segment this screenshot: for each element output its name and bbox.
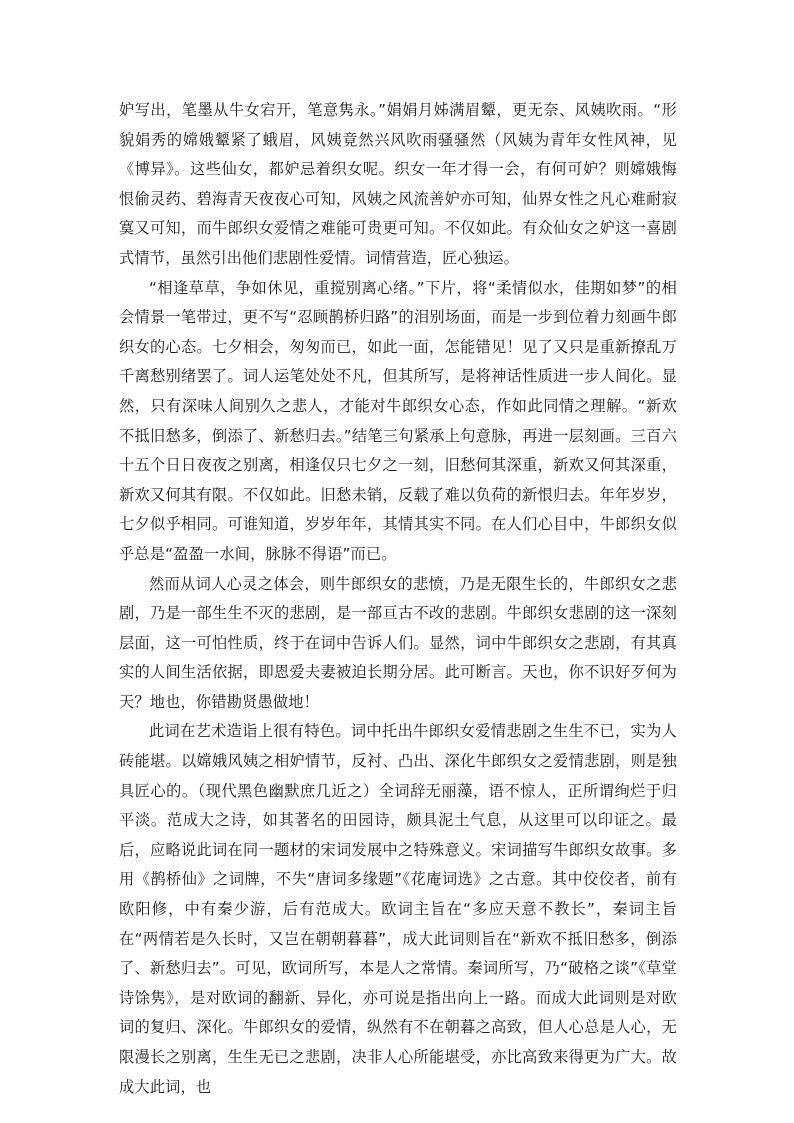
paragraph-2: “相逢草草，争如休见，重搅别离心绪。”下片，将“柔情似水，佳期如梦”的相会情景一笔带过，更不写“忍顾鹊桥归路”的泪别场面，而是一步到位着力刻画牛郎织女的心态。七夕相会，匆匆而已，如此一面，怎能错见！见了又只是重新撩乱万千离愁别绪罢了。词人运笔处处不凡，但其所写，是将神话性质进一步人间化。显然，只有深味人间别久之悲人，才能对牛郎织女心态，作如此同情之理解。“新欢不抵旧愁多，倒添了、新愁归去。”结笔三句紧承上句意脉，再进一层刻画。三百六十五个日日夜夜之别离，相逢仅只七夕之一刻，旧愁何其深重，新欢又何其深重，新欢又何其有限。不仅如此。旧愁未销，反载了难以负荷的新恨归去。年年岁岁，七夕似乎相同。可谁知道，岁岁年年，其情其实不同。在人们心目中，牛郎织女似乎总是“盈盈一水间，脉脉不得语”而已。 [119, 278, 677, 563]
document-body [119, 96, 677, 1102]
paragraph-3: 然而从词人心灵之体会，则牛郎织女的悲愤，乃是无限生长的，牛郎织女之悲剧，乃是一部生生不灭的悲剧，是一部亘古不改的悲剧。牛郎织女悲剧的这一深刻层面，这一可怕性质，终于在词中告诉人们。显然，词中牛郎织女之悲剧，有其真实的人间生活依据，即恩爱夫妻被迫长期分居。此可断言。天也，你不识好歹何为天？地也，你错勘贤愚做地！ [119, 574, 677, 711]
paragraph-1: 妒写出，笔墨从牛女宕开，笔意隽永。”娟娟月姊满眉颦，更无奈、风姨吹雨。“形貌娟秀的嫦娥颦紧了蛾眉，风姨竟然兴风吹雨骚骚然（风姨为青年女性风神，见《博异》。这些仙女，都妒忌着织女呢。织女一年才得一会，有何可妒？则嫦娥悔恨偷灵药、碧海青天夜夜心可知，风姨之风流善妒亦可知，仙界女性之凡心难耐寂寞又可知，而牛郎织女爱情之难能可贵更可知。不仅如此。有众仙女之妒这一喜剧式情节，虽然引出他们悲剧性爱情。词情营造，匠心独运。 [119, 101, 677, 267]
paragraph-4: 此词在艺术造诣上很有特色。词中托出牛郎织女爱情悲剧之生生不已，实为人砖能堪。以嫦娥风姨之相妒情节，反衬、凸出、深化牛郎织女之爱情悲剧，则是独具匠心的。（现代黑色幽默庶几近之）全词辞无丽藻，语不惊人，正所谓绚烂于归平淡。范成大之诗，如其著名的田园诗，颇具泥土气息，从这里可以印证之。最后，应略说此词在同一题材的宋词发展中之特殊意义。宋词描写牛郎织女故事。多用《鹊桥仙》之词牌，不失“唐词多缘题”《花庵词选》之古意。其中佼佼者，前有欧阳修，中有秦少游，后有范成大。欧词主旨在“多应天意不教长”，秦词主旨在“两情若是久长时，又岂在朝朝暮暮”，成大此词则旨在“新欢不抵旧愁多，倒添了、新愁归去”。可见，欧词所写，本是人之常情。秦词所写，乃“破格之谈”《草堂诗馀隽》，是对欧词的翻新、异化，亦可说是指出向上一路。而成大此词则是对欧词的复归、深化。牛郎织女的爱情，纵然有不在朝暮之高致，但人心总是人心，无限漫长之别离，生生无已之悲剧，决非人心所能堪受，亦比高致来得更为广大。故成大此词，也 [119, 722, 677, 1096]
